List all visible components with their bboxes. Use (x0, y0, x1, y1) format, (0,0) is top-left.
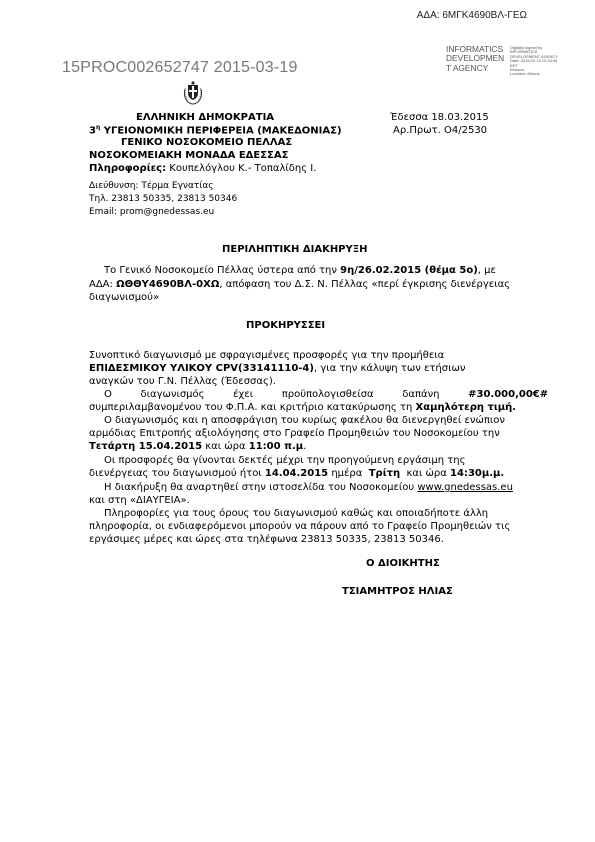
info-label: Πληροφορίες: (89, 163, 167, 174)
signer-detail-line: Reason: (510, 67, 525, 73)
budget-amount: #30.000,00€# (468, 389, 549, 400)
p6-line-3: εργάσιμες μέρες και ώρες στα τηλέφωνα 23813 50335, 23813 50346. (89, 534, 444, 545)
p4-line-1: Οι προσφορές θα γίνονται δεκτές μέχρι την προηγούμενη εργάσιμη της (104, 455, 466, 466)
award-criterion: Χαμηλότερη τιμή. (415, 402, 517, 413)
email-line: Email: prom@gnedessas.eu (89, 207, 215, 217)
deadline-day: Τρίτη (368, 468, 401, 479)
signer-detail-line: Digitally signed by (510, 45, 543, 50)
document-date: Έδεσσα 18.03.2015 (390, 112, 489, 123)
intro-text: Το Γενικό Νοσοκομείο Πέλλας ύστερα από την (104, 265, 341, 276)
p4-text: διενέργειας του διαγωνισμού ήτοι (89, 468, 265, 479)
p4-line-2 (89, 468, 504, 479)
digital-signature-block (446, 45, 576, 77)
region-ordinal: η (95, 124, 101, 131)
signer-company (446, 45, 508, 73)
proclaims-heading: ΠΡΟΚΗΡΥΣΣΕΙ (246, 320, 326, 331)
signer-detail-line: DEVELOPMENT AGENCY (510, 53, 558, 59)
ada-stamp: ΑΔΑ: 6ΜΓΚ4690ΒΛ-ΓΕΩ (416, 10, 527, 21)
p4-text: και ώρα (400, 468, 451, 479)
intro-line-3: διαγωνισμού» (89, 292, 160, 303)
info-line (89, 163, 316, 174)
p1-line-1: Συνοπτικό διαγωνισμό με σφραγισμένες προσφορές για την προμήθεια (89, 350, 445, 361)
decision-ada: ΩΘΘΥ4690ΒΛ-0ΧΩ (116, 279, 220, 290)
opening-date: Τετάρτη 15.04.2015 (89, 441, 203, 452)
deadline-date: 14.04.2015 (264, 468, 329, 479)
p5-text: Η διακήρυξη θα αναρτηθεί στην ιστοσελίδα του Νοσοκομείου (104, 482, 418, 493)
address-line: Διεύθυνση: Τέρμα Εγνατίας (89, 181, 214, 191)
signer-detail-line: INFORMATICS (510, 49, 538, 55)
republic-heading: ΕΛΛΗΝΙΚΗ ΔΗΜΟΚΡΑΤΙΑ (136, 112, 275, 123)
p1-line-2 (89, 363, 465, 374)
signer-detail-line: Location: Athens (510, 71, 540, 77)
p5-line-1 (104, 482, 513, 493)
director-name: ΤΣΙΑΜΗΤΡΟΣ ΗΛΙΑΣ (342, 586, 453, 597)
hospital-heading: ΓΕΝΙΚΟ ΝΟΣΟΚΟΜΕΙΟ ΠΕΛΛΑΣ (121, 137, 293, 148)
intro-text: ΑΔΑ: (89, 279, 117, 290)
p3-text: και ώρα (202, 441, 249, 452)
p2-line-1 (104, 389, 548, 400)
signer-company-line: INFORMATICS (446, 44, 504, 54)
p3-line-1: Ο διαγωνισμός και η αποσφράγιση του κυρίως φακέλου θα διενεργηθεί ενώπιον (104, 415, 505, 426)
phone-line: Τηλ. 23813 50335, 23813 50346 (89, 194, 238, 204)
proc-stamp: 15PROC002652747 2015-03-19 (62, 59, 298, 76)
hospital-website-link[interactable]: www.gnedessas.eu (417, 482, 513, 493)
p1-line-3: αναγκών του Γ.Ν. Πέλλας (Έδεσσας). (89, 376, 276, 387)
opening-time: 11:00 π.μ (248, 441, 304, 452)
p4-text: ημέρα (328, 468, 369, 479)
p3-text: . (303, 441, 307, 452)
p2-line-2 (89, 402, 516, 413)
intro-text: , με (477, 265, 496, 276)
region-name: ΥΓΕΙΟΝΟΜΙΚΗ ΠΕΡΙΦΕΡΕΙΑ (ΜΑΚΕΔΟΝΙΑΣ) (100, 125, 342, 137)
p5-line-2: και στη «ΔΙΑΥΓΕΙΑ». (89, 495, 190, 506)
intro-line-2 (89, 279, 510, 290)
p1-text: , για την κάλυψη των ετήσιων (313, 363, 466, 374)
greek-coat-of-arms-icon (182, 80, 204, 106)
protocol-number: Αρ.Πρωτ. Ο4/2530 (393, 125, 488, 136)
signer-detail-line: EET (510, 62, 518, 68)
region-number: 3 (89, 125, 96, 137)
p6-line-2: πληροφορία, οι ενδιαφερόμενοι μπορούν να πάρουν από το Γραφείο Προμηθειών τις (89, 521, 511, 532)
signer-detail-line: Date: 2015.03.19 12:34:36 (510, 58, 558, 64)
intro-line-1 (104, 265, 496, 276)
signer-company-line: DEVELOPMEN (446, 53, 505, 64)
decision-reference: 9η/26.02.2015 (θέμα 5ο) (340, 265, 478, 276)
p2-text: συμπεριλαμβανομένου του Φ.Π.Α. και κριτήριο κατακύρωσης τη (89, 402, 416, 413)
document-title: ΠΕΡΙΛΗΠΤΙΚΗ ΔΙΑΚΗΡΥΞΗ (222, 244, 368, 255)
info-value: Κουπελόγλου Κ.- Τοπαλίδης Ι. (166, 163, 317, 174)
procurement-item: ΕΠΙΔΕΣΜΙΚΟΥ ΥΛΙΚΟΥ CPV(33141110-4) (89, 363, 314, 374)
unit-heading: ΝΟΣΟΚΟΜΕΙΑΚΗ ΜΟΝΑΔΑ ΕΔΕΣΣΑΣ (89, 150, 289, 161)
p6-line-1: Πληροφορίες για τους όρους του διαγωνισμού καθώς και οποιαδήποτε άλλη (104, 508, 489, 519)
deadline-time: 14:30μ.μ. (450, 468, 505, 479)
p3-line-3 (89, 441, 306, 452)
health-region-heading (89, 124, 342, 136)
p2-text: Ο διαγωνισμός έχει προϋπολογισθείσα δαπάνη (104, 389, 469, 400)
director-title: Ο ΔΙΟΙΚΗΤΗΣ (366, 558, 440, 569)
intro-text: , απόφαση του Δ.Σ. Ν. Πέλλας «περί έγκρισης διενέργειας (219, 279, 511, 290)
p3-line-2: αρμόδιας Επιτροπής αξιολόγησης στο Γραφείο Προμηθειών του Νοσοκομείου την (89, 428, 500, 439)
signer-company-line: T AGENCY (446, 62, 489, 73)
signer-details (510, 46, 580, 77)
